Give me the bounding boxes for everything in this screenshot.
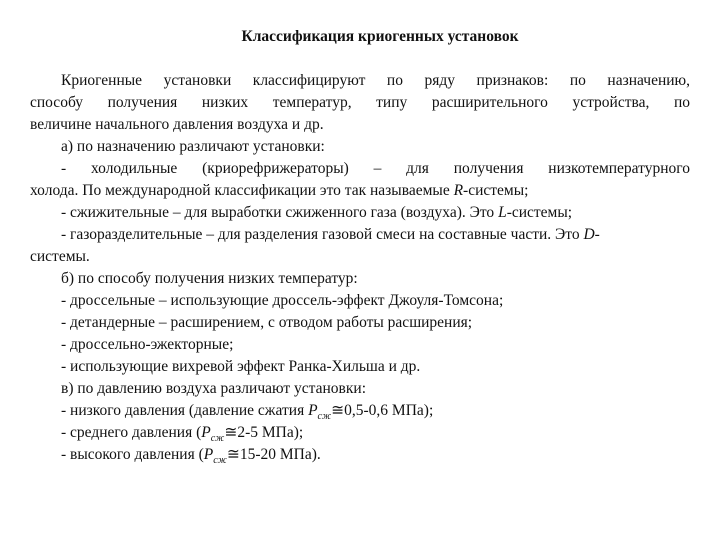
symbol-p: P [201, 424, 211, 441]
text: - использующие вихревой эффект Ранка-Хильша и др. [61, 358, 421, 375]
text: - дроссельные – использующие дроссель-эффект Джоуля-Томсона; [61, 292, 504, 309]
symbol-l: L [498, 204, 507, 221]
list-item-continuation [30, 180, 690, 202]
text: величине начального давления воздуха и др. [30, 116, 324, 133]
document-body [30, 70, 690, 466]
symbol-p: P [203, 446, 214, 463]
subscript-sj: сж [213, 455, 227, 467]
section-heading-a [30, 136, 690, 158]
text: - газоразделительные – для разделения газовой смеси на составные части. Это [61, 226, 584, 243]
symbol-r: R [453, 182, 464, 199]
text: - дроссельно-эжекторные; [61, 336, 234, 353]
list-item [30, 202, 690, 224]
list-item [30, 334, 690, 356]
list-item [30, 356, 690, 378]
text: -системы; [506, 204, 573, 221]
text: а) по назначению различают установки: [61, 138, 325, 155]
symbol-d: D [583, 226, 595, 243]
section-heading-c [30, 378, 690, 400]
text: - высокого давления ( [61, 446, 204, 463]
subscript-sj: сж [317, 411, 332, 423]
page-title: Классификация криогенных установок [241, 28, 519, 45]
text: в) по давлению воздуха различают установки: [61, 380, 367, 397]
text: - детандерные – расширением, с отводом работы расширения; [61, 314, 473, 331]
text: системы. [30, 248, 90, 265]
text: - [594, 226, 600, 243]
text: - сжижительные – для выработки сжиженного газа (воздуха). Это [61, 204, 499, 221]
list-item-continuation [30, 246, 690, 268]
list-item [30, 422, 690, 444]
text: -системы; [463, 182, 529, 199]
text: - холодильные (криорефрижераторы) – для получения низкотемпературного [61, 160, 690, 177]
text: ≅2-5 МПа); [224, 424, 304, 441]
paragraph-line [30, 114, 690, 136]
symbol-p: P [308, 402, 318, 419]
list-item [30, 312, 690, 334]
text: способу получения низких температур, типу расширительного устройства, по [30, 94, 690, 111]
text: б) по способу получения низких температур: [61, 270, 358, 287]
list-item [30, 400, 690, 422]
list-item [30, 290, 690, 312]
text: Криогенные установки классифицируют по ряду признаков: по назначению, [61, 72, 690, 89]
text: холода. По международной классификации это так называемые [30, 182, 454, 199]
section-heading-b [30, 268, 690, 290]
text: ≅15-20 МПа). [226, 446, 321, 463]
text: - низкого давления (давление сжатия [61, 402, 309, 419]
list-item [30, 224, 690, 246]
text: - среднего давления ( [61, 424, 202, 441]
list-item [30, 444, 690, 466]
subscript-sj: сж [210, 433, 225, 445]
list-item [30, 158, 690, 180]
paragraph-line [30, 92, 690, 114]
text: ≅0,5-0,6 МПа); [331, 402, 434, 419]
paragraph-line [30, 70, 690, 92]
